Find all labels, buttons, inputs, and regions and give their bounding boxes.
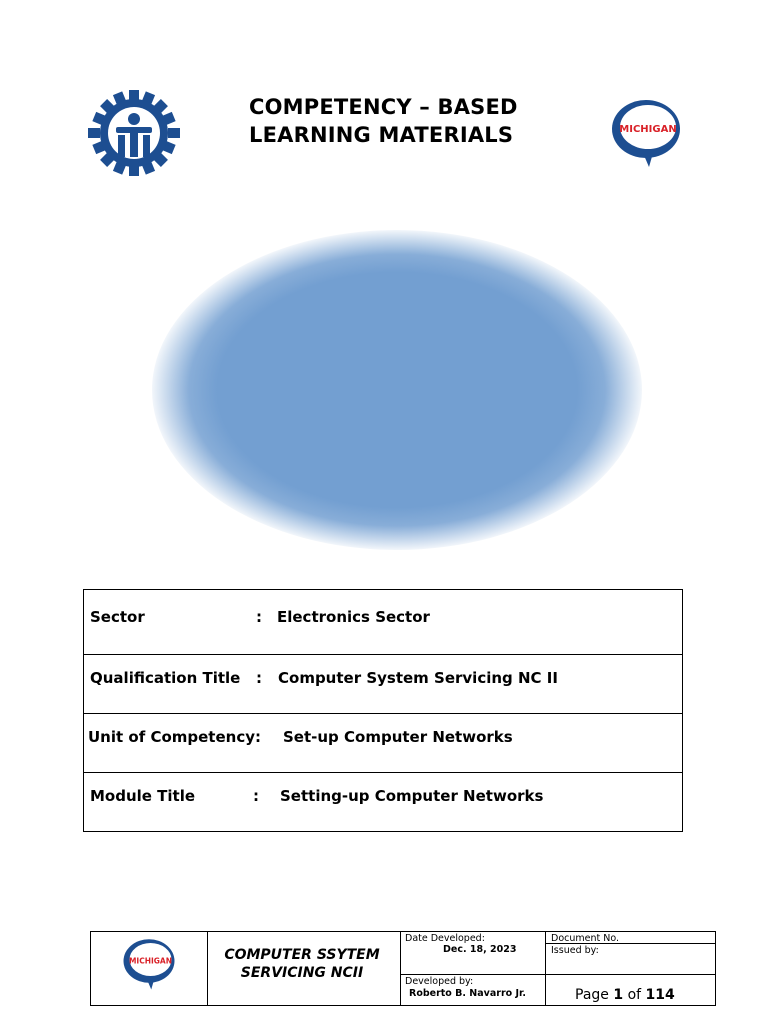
sector-value: Electronics Sector (277, 608, 430, 626)
table-row-module-title (84, 773, 682, 831)
footer-doc-title (207, 946, 397, 982)
qualification-label: Qualification Title (90, 669, 241, 687)
title-line-1: COMPETENCY – BASED (249, 95, 518, 119)
page-of: of (627, 987, 642, 1003)
footer-logo-cell (91, 932, 208, 1005)
module-info-table (83, 589, 683, 832)
table-row-sector (84, 590, 682, 655)
table-row-competency (84, 714, 682, 773)
competency-value: Set-up Computer Networks (283, 728, 513, 746)
footer-divider (401, 974, 546, 975)
sector-separator: : (256, 608, 262, 626)
michigan-logo-icon (609, 97, 683, 169)
title-line-2: LEARNING MATERIALS (249, 123, 514, 147)
qualification-value: Computer System Servicing NC II (278, 669, 558, 687)
page-word: Page (575, 987, 609, 1003)
page-title (249, 93, 569, 149)
developed-by-label: Developed by: (405, 976, 474, 987)
footer-logo-text: MICHIGAN (128, 956, 173, 966)
module-title-separator: : (253, 787, 259, 805)
page-total: 114 (645, 987, 675, 1003)
page-current: 1 (613, 987, 624, 1003)
module-title-label: Module Title (90, 787, 196, 805)
document-no-label: Document No. (551, 933, 620, 944)
document-footer (90, 931, 716, 1006)
footer-divider (546, 974, 715, 975)
competency-label: Unit of Competency: (88, 728, 261, 746)
page-number (575, 987, 675, 1003)
footer-doc-title-line-2: SERVICING NCII (240, 965, 364, 981)
table-row-qualification (84, 655, 682, 714)
developed-by-value: Roberto B. Navarro Jr. (409, 988, 526, 999)
tesda-logo-icon (88, 90, 180, 176)
module-title-value: Setting-up Computer Networks (280, 787, 544, 805)
michigan-logo-text: MICHIGAN (619, 124, 677, 135)
footer-doc-title-line-1: COMPUTER SSYTEM (224, 947, 380, 963)
cover-image (152, 230, 642, 550)
issued-by-label: Issued by: (551, 945, 599, 956)
date-developed-label: Date Developed: (405, 933, 485, 944)
sector-label: Sector (90, 608, 145, 626)
date-developed-value: Dec. 18, 2023 (443, 944, 517, 955)
footer-michigan-logo-icon (121, 937, 177, 991)
qualification-separator: : (256, 669, 262, 687)
